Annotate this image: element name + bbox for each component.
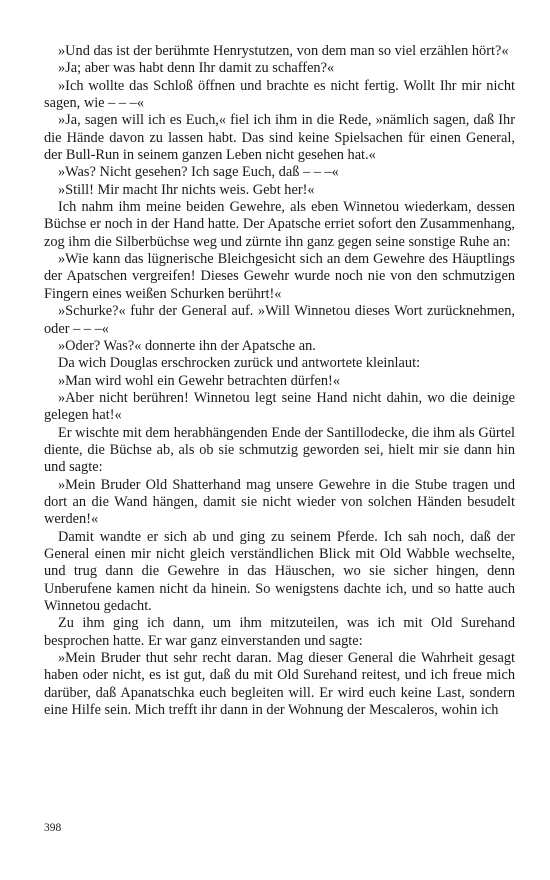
paragraph: Da wich Douglas erschrocken zurück und antwortete kleinlaut: [58, 355, 421, 372]
paragraph: »Mein Bruder thut sehr recht daran. Mag dieser General die Wahrheit gesagt haben oder nicht, es ist gut, daß du mit Old Surehand reitest, und ich freue mich darüber, daß Apanatschka euch begleiten will. Er wird euch keine Last, sondern eine Hilfe sein. Mich trefft ihr dann in der Wohnung der Mescaleros, wohin ich [44, 650, 515, 719]
paragraph: »Mein Bruder Old Shatterhand mag unsere Gewehre in die Stube tragen und dort an die Wand hängen, damit sie nicht wieder von solchen Händen besudelt werden!« [44, 476, 515, 528]
paragraph: »Und das ist der berühmte Henrystutzen, von dem man so viel erzählen hört?« [58, 43, 509, 59]
paragraph: Er wischte mit dem herabhängenden Ende der Santillodecke, die ihm als Gürtel diente, die Büchse ab, als ob sie schmutzig geworden sei, hielt mir sie dann hin und sagte: [44, 424, 515, 476]
paragraph: Zu ihm ging ich dann, um ihm mitzuteilen, was ich mit Old Surehand besprochen hatte. Er war ganz einverstanden und sagte: [44, 615, 515, 649]
paragraph: »Oder? Was?« donnerte ihn der Apatsche an. [58, 337, 316, 354]
page-number: 398 [44, 822, 62, 834]
paragraph: »Schurke?« fuhr der General auf. »Will Winnetou dieses Wort zurücknehmen, oder – – –« [44, 303, 515, 337]
paragraph: Damit wandte er sich ab und ging zu seinem Pferde. Ich sah noch, daß der General einen mir nicht gleich verständlichen Blick mit Old Wabble wechselte, und trug dann die Gewehre in das Häuschen, wo sie sicher hingen, denn Unberufene kamen nicht da hinein. So wenigstens dachte ich, und so hatte auch Winnetou gedacht. [44, 528, 515, 614]
paragraph: »Wie kann das lügnerische Bleichgesicht sich an dem Gewehre des Häuptlings der Apatschen vergreifen! Dieses Gewehr wurde noch nie von den schmutzigen Fingern eines weißen Schurken berührt!« [44, 251, 515, 302]
body-text [44, 43, 515, 719]
paragraph: »Man wird wohl ein Gewehr betrachten dürfen!« [58, 372, 340, 389]
paragraph: »Ich wollte das Schloß öffnen und brachte es nicht fertig. Wollt Ihr mir nicht sagen, wie – – –« [44, 77, 515, 112]
paragraph: Ich nahm ihm meine beiden Gewehre, als eben Winnetou wiederkam, dessen Büchse er noch in der Hand hatte. Der Apatsche erriet sofort den Zusammenhang, zog ihm die Silberbüchse weg und zürnte ihn ganz gegen seine sonstige Ruhe an: [44, 199, 515, 250]
paragraph: »Still! Mir macht Ihr nichts weis. Gebt her!« [58, 181, 315, 198]
paragraph: »Ja, sagen will ich es Euch,« fiel ich ihm in die Rede, »nämlich sagen, daß Ihr die Hände davon zu lassen habt. Das sind keine Spielsachen für einen General, der Bull-Run in seinem ganzen Leben nicht gesehen hat.« [44, 112, 515, 164]
paragraph: »Ja; aber was habt denn Ihr damit zu schaffen?« [58, 60, 335, 77]
paragraph: »Aber nicht berühren! Winnetou legt seine Hand nicht dahin, wo die deinige gelegen hat!« [44, 389, 515, 424]
paragraph: »Was? Nicht gesehen? Ich sage Euch, daß – – –« [58, 164, 339, 181]
